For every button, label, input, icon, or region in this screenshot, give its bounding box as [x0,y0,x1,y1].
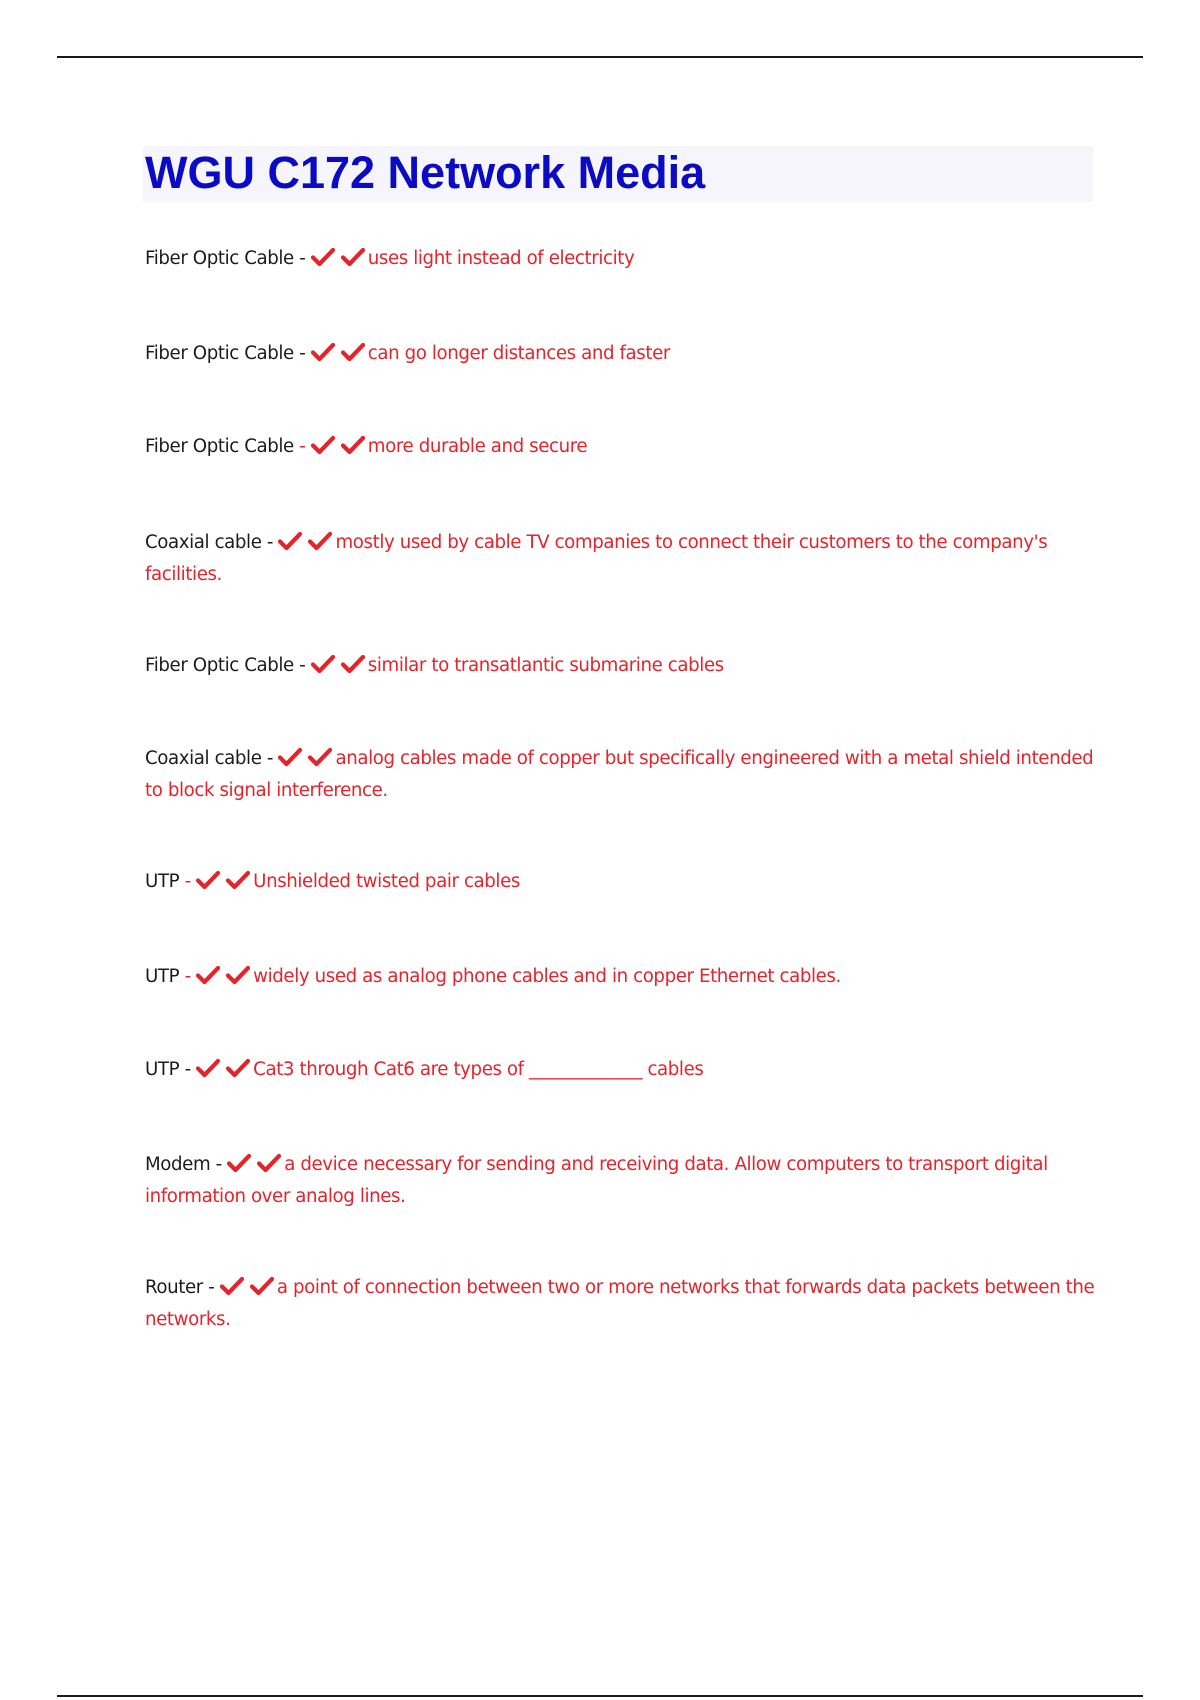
checkmark-icon [226,965,250,985]
flashcard-item [145,1151,1095,1211]
checkmarks [278,747,332,777]
checkmark-icon [226,870,250,890]
separator: - [184,1059,191,1080]
term: UTP [145,871,180,892]
term: UTP [145,966,180,987]
checkmark-icon [226,1058,250,1078]
flashcard-item [145,963,1095,995]
checkmarks [311,435,365,465]
checkmark-icon [341,654,365,674]
separator: - [215,1154,222,1175]
definition: a device necessary for sending and receiving data. Allow computers to transport digital information over analog lines. [145,1154,1048,1207]
checkmark-icon [311,247,335,267]
checkmark-icon [341,247,365,267]
flashcard-item [145,1274,1095,1334]
checkmark-icon [278,531,302,551]
bottom-rule [57,1695,1143,1697]
checkmark-icon [227,1153,251,1173]
checkmark-icon [341,342,365,362]
checkmark-icon [341,435,365,455]
definition: widely used as analog phone cables and in copper Ethernet cables. [253,966,841,987]
definition: mostly used by cable TV companies to connect their customers to the company's facilities. [145,532,1048,585]
flashcard-item [145,745,1095,805]
page-title: WGU C172 Network Media [145,147,706,198]
checkmark-icon [311,435,335,455]
definition: can go longer distances and faster [367,343,670,364]
separator: - [299,436,306,457]
flashcard-item [145,340,1095,372]
definition: more durable and secure [367,436,588,457]
checkmarks [227,1153,281,1183]
separator: - [299,343,306,364]
flashcard-item [145,529,1095,589]
flashcard-item [145,245,1095,277]
checkmark-icon [196,1058,220,1078]
checkmarks [220,1276,274,1306]
separator: - [208,1277,215,1298]
definition: Unshielded twisted pair cables [253,871,520,892]
term: Fiber Optic Cable [145,655,294,676]
definition: similar to transatlantic submarine cables [367,655,724,676]
definition: analog cables made of copper but specifically engineered with a metal shield intended to block signal interference. [145,748,1094,801]
checkmarks [196,965,250,995]
definition: a point of connection between two or more networks that forwards data packets between the networks. [145,1277,1095,1330]
checkmarks [311,342,365,372]
term: Fiber Optic Cable [145,436,294,457]
flashcard-item [145,433,1095,465]
checkmark-icon [278,747,302,767]
term: Fiber Optic Cable [145,248,294,269]
definition: Cat3 through Cat6 are types of _____________ cables [253,1059,704,1080]
separator: - [184,871,191,892]
checkmark-icon [308,747,332,767]
checkmark-icon [220,1276,244,1296]
term: Coaxial cable [145,532,262,553]
checkmarks [311,654,365,684]
checkmarks [278,531,332,561]
checkmark-icon [196,870,220,890]
checkmark-icon [196,965,220,985]
definition: uses light instead of electricity [367,248,635,269]
checkmarks [196,1058,250,1088]
term: UTP [145,1059,180,1080]
separator: - [299,655,306,676]
separator: - [266,748,274,769]
term: Coaxial cable [145,748,262,769]
flashcard-item [145,1056,1095,1088]
top-rule [57,56,1143,58]
flashcard-item [145,868,1095,900]
separator: - [299,248,306,269]
term: Fiber Optic Cable [145,343,294,364]
term: Modem [145,1154,211,1175]
term: Router [145,1277,203,1298]
checkmark-icon [250,1276,274,1296]
flashcard-item [145,652,1095,684]
checkmark-icon [311,342,335,362]
checkmark-icon [311,654,335,674]
checkmarks [196,870,250,900]
separator: - [266,532,274,553]
checkmark-icon [257,1153,281,1173]
checkmark-icon [308,531,332,551]
checkmarks [311,247,365,277]
separator: - [184,966,191,987]
